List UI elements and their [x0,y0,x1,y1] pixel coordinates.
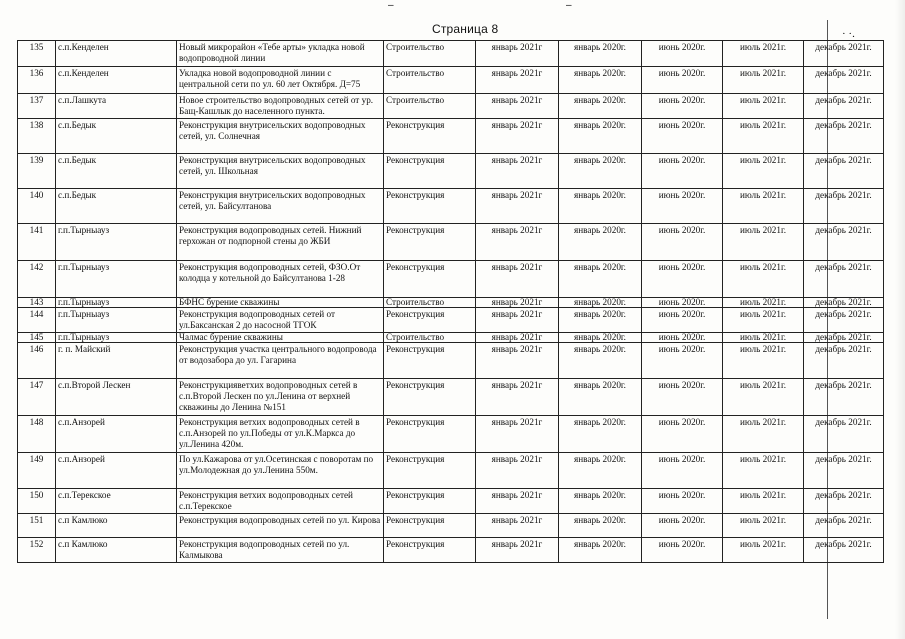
date-design-start-cell: январь 2020г. [559,514,642,538]
date-planned-end-cell: июль 2021г. [723,154,804,189]
date-planned-end-cell: июль 2021г. [723,94,804,119]
settlement-cell: с.п.Второй Лескен [56,379,177,416]
date-planned-end-cell: июль 2021г. [723,333,804,343]
date-start-cell: январь 2021г [476,333,559,343]
date-start-cell: январь 2021г [476,489,559,514]
date-final-cell: декабрь 2021г. [804,514,884,538]
settlement-cell: г. п. Майский [56,343,177,379]
description-cell: Чалмас бурение скважины [177,333,384,343]
row-number: 142 [18,261,56,298]
date-design-start-cell: январь 2020г. [559,343,642,379]
date-design-end-cell: июнь 2020г. [642,453,723,489]
table-row [18,41,884,67]
registry-rows [18,41,884,563]
table-row [18,343,884,379]
work-type-cell: Реконструкция [384,416,476,453]
date-design-start-cell: январь 2020г. [559,67,642,94]
date-planned-end-cell: июль 2021г. [723,189,804,224]
date-planned-end-cell: июль 2021г. [723,224,804,261]
date-design-end-cell: июнь 2020г. [642,261,723,298]
table-row [18,224,884,261]
description-cell: Реконструкция водопроводных сетей, ФЗО.От колодца у котельной до Байсултанова 1-28 [177,261,384,298]
date-design-start-cell: январь 2020г. [559,41,642,67]
date-design-end-cell: июнь 2020г. [642,67,723,94]
date-final-cell: декабрь 2021г. [804,67,884,94]
row-number: 149 [18,453,56,489]
date-final-cell: декабрь 2021г. [804,298,884,308]
description-cell: Новый микрорайон «Тебе арты» укладка новой водопроводной линии [177,41,384,67]
work-type-cell: Строительство [384,298,476,308]
date-final-cell: декабрь 2021г. [804,224,884,261]
description-cell: Новое строительство водопроводных сетей от ур. Бащ-Кашлык до населенного пункта. [177,94,384,119]
date-design-start-cell: январь 2020г. [559,308,642,333]
date-design-end-cell: июнь 2020г. [642,224,723,261]
date-planned-end-cell: июль 2021г. [723,67,804,94]
work-type-cell: Реконструкция [384,308,476,333]
date-planned-end-cell: июль 2021г. [723,119,804,154]
date-design-start-cell: январь 2020г. [559,489,642,514]
settlement-cell: с.п.Кенделен [56,67,177,94]
date-design-start-cell: январь 2020г. [559,189,642,224]
date-design-end-cell: июнь 2020г. [642,189,723,224]
date-final-cell: декабрь 2021г. [804,343,884,379]
date-start-cell: январь 2021г [476,538,559,563]
table-row [18,189,884,224]
row-number: 140 [18,189,56,224]
work-type-cell: Реконструкция [384,224,476,261]
description-cell: Реконструкция ветхих водопроводных сетей в с.п.Анзорей по ул.Победы от ул.К.Маркса до ул.Ленина 420м. [177,416,384,453]
date-final-cell: декабрь 2021г. [804,189,884,224]
work-type-cell: Строительство [384,94,476,119]
date-start-cell: январь 2021г [476,67,559,94]
date-design-end-cell: июнь 2020г. [642,154,723,189]
date-design-end-cell: июнь 2020г. [642,343,723,379]
settlement-cell: г.п.Тырныауз [56,333,177,343]
table-row [18,308,884,333]
table-row [18,261,884,298]
date-design-end-cell: июнь 2020г. [642,94,723,119]
date-design-start-cell: январь 2020г. [559,379,642,416]
date-planned-end-cell: июль 2021г. [723,261,804,298]
work-type-cell: Строительство [384,41,476,67]
date-planned-end-cell: июль 2021г. [723,514,804,538]
date-design-end-cell: июнь 2020г. [642,308,723,333]
work-type-cell: Реконструкция [384,514,476,538]
date-design-start-cell: январь 2020г. [559,416,642,453]
work-type-cell: Строительство [384,333,476,343]
description-cell: По ул.Кажарова от ул.Осетинская с поворотам по ул.Молодежная до ул.Ленина 550м. [177,453,384,489]
settlement-cell: г.п.Тырныауз [56,298,177,308]
settlement-cell: г.п.Тырныауз [56,261,177,298]
row-number: 148 [18,416,56,453]
date-start-cell: январь 2021г [476,154,559,189]
date-planned-end-cell: июль 2021г. [723,343,804,379]
date-planned-end-cell: июль 2021г. [723,453,804,489]
date-final-cell: декабрь 2021г. [804,41,884,67]
date-design-end-cell: июнь 2020г. [642,416,723,453]
top-mark-right: – [566,0,572,11]
row-number: 151 [18,514,56,538]
date-design-start-cell: январь 2020г. [559,333,642,343]
work-type-cell: Реконструкция [384,119,476,154]
description-cell: Укладка новой водопроводной линии с центральной сети по ул. 60 лет Октября. Д=75 [177,67,384,94]
date-start-cell: январь 2021г [476,514,559,538]
date-start-cell: январь 2021г [476,119,559,154]
description-cell: Реконструкция водопроводных сетей. Нижний герхожан от подпорной стены до ЖБИ [177,224,384,261]
row-number: 146 [18,343,56,379]
settlement-cell: с.п.Бедык [56,119,177,154]
row-number: 144 [18,308,56,333]
table-row [18,538,884,563]
description-cell: БФНС бурение скважины [177,298,384,308]
date-start-cell: январь 2021г [476,94,559,119]
date-design-end-cell: июнь 2020г. [642,298,723,308]
date-start-cell: январь 2021г [476,416,559,453]
work-type-cell: Реконструкция [384,489,476,514]
date-final-cell: декабрь 2021г. [804,538,884,563]
date-final-cell: декабрь 2021г. [804,453,884,489]
table-row [18,154,884,189]
work-type-cell: Реконструкция [384,189,476,224]
date-design-end-cell: июнь 2020г. [642,489,723,514]
date-design-end-cell: июнь 2020г. [642,379,723,416]
row-number: 135 [18,41,56,67]
settlement-cell: г.п.Тырныауз [56,308,177,333]
table-row [18,298,884,308]
date-design-start-cell: январь 2020г. [559,261,642,298]
description-cell: Реконструкция участка центрального водопровода от водозабора до ул. Гагарина [177,343,384,379]
date-final-cell: декабрь 2021г. [804,379,884,416]
date-planned-end-cell: июль 2021г. [723,416,804,453]
row-number: 145 [18,333,56,343]
settlement-cell: с.п.Анзорей [56,453,177,489]
date-start-cell: январь 2021г [476,308,559,333]
description-cell: Реконструкция внутрисельских водопроводных сетей, ул. Школьная [177,154,384,189]
row-number: 136 [18,67,56,94]
date-final-cell: декабрь 2021г. [804,489,884,514]
date-start-cell: январь 2021г [476,453,559,489]
date-final-cell: декабрь 2021г. [804,333,884,343]
description-cell: Реконструкция внутрисельских водопроводных сетей, ул. Байсултанова [177,189,384,224]
row-number: 141 [18,224,56,261]
work-type-cell: Реконструкция [384,379,476,416]
settlement-cell: с.п.Анзорей [56,416,177,453]
table-row [18,379,884,416]
row-number: 150 [18,489,56,514]
settlement-cell: с.п.Лашкута [56,94,177,119]
date-planned-end-cell: июль 2021г. [723,538,804,563]
table-row [18,119,884,154]
date-start-cell: январь 2021г [476,41,559,67]
table-row [18,453,884,489]
registry-table [17,40,884,563]
date-design-start-cell: январь 2020г. [559,298,642,308]
row-number: 139 [18,154,56,189]
date-design-end-cell: июнь 2020г. [642,41,723,67]
date-planned-end-cell: июль 2021г. [723,308,804,333]
table-row [18,489,884,514]
date-final-cell: декабрь 2021г. [804,154,884,189]
row-number: 137 [18,94,56,119]
date-design-end-cell: июнь 2020г. [642,119,723,154]
work-type-cell: Реконструкция [384,538,476,563]
settlement-cell: с.п.Кенделен [56,41,177,67]
date-design-start-cell: январь 2020г. [559,94,642,119]
settlement-cell: с.п Камлюко [56,514,177,538]
corner-marks: · ·. [842,28,855,40]
date-design-start-cell: январь 2020г. [559,154,642,189]
date-design-end-cell: июнь 2020г. [642,333,723,343]
description-cell: Реконструкция водопроводных сетей по ул. Калмыкова [177,538,384,563]
date-final-cell: декабрь 2021г. [804,416,884,453]
date-design-start-cell: январь 2020г. [559,453,642,489]
scan-edge-shadow [895,0,905,639]
date-start-cell: январь 2021г [476,343,559,379]
date-design-start-cell: январь 2020г. [559,538,642,563]
settlement-cell: с.п Камлюко [56,538,177,563]
table-row [18,67,884,94]
date-planned-end-cell: июль 2021г. [723,379,804,416]
date-design-start-cell: январь 2020г. [559,119,642,154]
description-cell: Реконструкция водопроводных сетей от ул.Баксанская 2 до насосной ТГОК [177,308,384,333]
row-number: 138 [18,119,56,154]
row-number: 152 [18,538,56,563]
top-mark-left: – [388,0,394,11]
date-start-cell: январь 2021г [476,189,559,224]
date-final-cell: декабрь 2021г. [804,261,884,298]
date-planned-end-cell: июль 2021г. [723,489,804,514]
description-cell: Реконструкция водопроводных сетей по ул. Кирова [177,514,384,538]
date-final-cell: декабрь 2021г. [804,119,884,154]
settlement-cell: г.п.Тырныауз [56,224,177,261]
date-design-end-cell: июнь 2020г. [642,514,723,538]
date-final-cell: декабрь 2021г. [804,308,884,333]
description-cell: Реконструкция ветхих водопроводных сетей с.п.Терекское [177,489,384,514]
work-type-cell: Реконструкция [384,453,476,489]
date-final-cell: декабрь 2021г. [804,94,884,119]
work-type-cell: Реконструкция [384,261,476,298]
table-row [18,514,884,538]
date-start-cell: январь 2021г [476,224,559,261]
date-planned-end-cell: июль 2021г. [723,298,804,308]
work-type-cell: Строительство [384,67,476,94]
settlement-cell: с.п.Терекское [56,489,177,514]
description-cell: Реконструкция внутрисельских водопроводных сетей, ул. Солнечная [177,119,384,154]
date-design-end-cell: июнь 2020г. [642,538,723,563]
table-row [18,333,884,343]
date-planned-end-cell: июль 2021г. [723,41,804,67]
work-type-cell: Реконструкция [384,154,476,189]
date-start-cell: январь 2021г [476,261,559,298]
work-type-cell: Реконструкция [384,343,476,379]
description-cell: Реконструкцияветхих водопроводных сетей в с.п.Второй Лескен по ул.Ленина от верхней скважины до Ленина №151 [177,379,384,416]
row-number: 143 [18,298,56,308]
settlement-cell: с.п.Бедык [56,154,177,189]
date-start-cell: январь 2021г [476,379,559,416]
settlement-cell: с.п.Бедык [56,189,177,224]
table-row [18,416,884,453]
page-title: Страница 8 [432,22,499,36]
date-design-start-cell: январь 2020г. [559,224,642,261]
row-number: 147 [18,379,56,416]
date-start-cell: январь 2021г [476,298,559,308]
table-row [18,94,884,119]
